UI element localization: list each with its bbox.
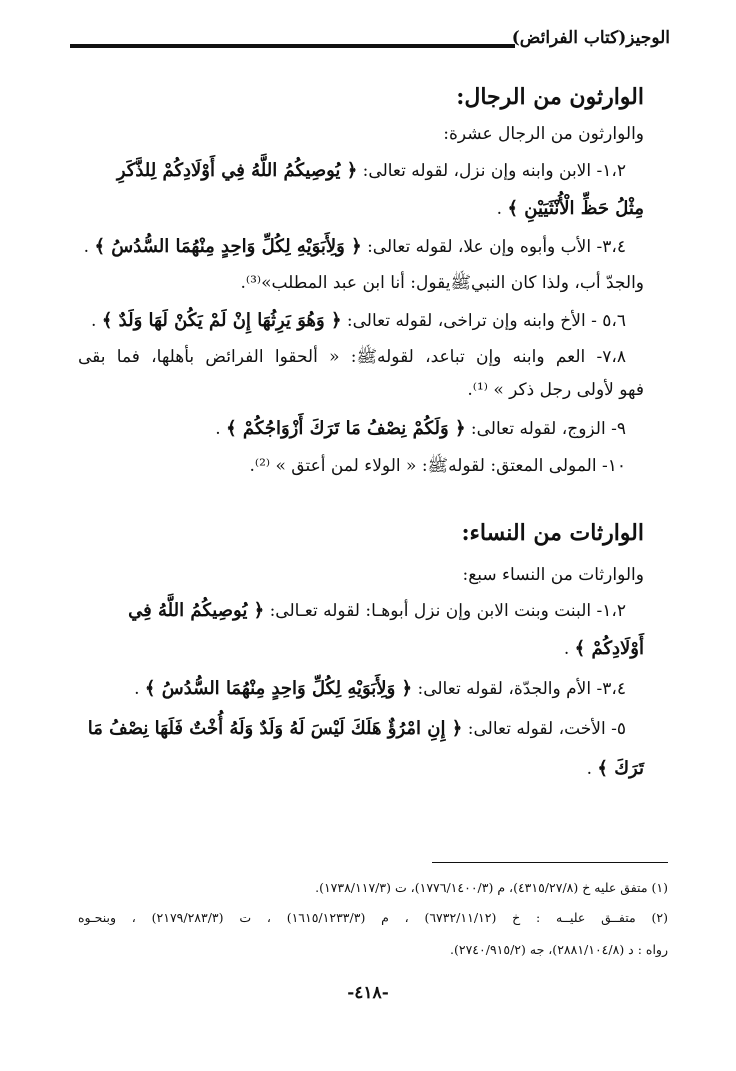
footnote-rule	[432, 862, 668, 863]
women-line-1-text: ١،٢- البنت وبنت الابن وإن نزل أبوهـا: لقوله تعـالى:	[269, 601, 626, 621]
women-line-3-tail: .	[134, 679, 140, 699]
men-line-5-tail: .	[91, 311, 97, 331]
women-line-5-tail: .	[586, 759, 592, 779]
men-line-8-text: ٩- الزوج، لقوله تعالى:	[470, 419, 626, 439]
men-line-8-tail: .	[215, 419, 221, 439]
women-line-1-quote: ﴿ يُوصِيكُمُ اللَّهُ فِي	[128, 600, 265, 621]
women-line-4-text: ٥- الأخت، لقوله تعالى:	[467, 719, 626, 739]
men-line-9: ١٠- المولى المعتق: لقولهﷺ: « الولاء لمن أعتق » ⁽²⁾.	[249, 456, 626, 476]
women-line-3	[134, 678, 626, 699]
men-line-2-quote: مِثْلُ حَظِّ الْأُنْثَيَيْنِ ﴾	[507, 198, 644, 219]
women-line-2-quote: أَوْلَادِكُمْ ﴾	[574, 638, 644, 659]
women-line-5-quote: تَرَكَ ﴾	[597, 758, 644, 779]
header-rule	[70, 44, 515, 48]
women-line-4	[88, 718, 626, 739]
men-line-1-text: ١،٢- الابن وابنه وإن نزل، لقوله تعالى:	[362, 161, 626, 181]
women-line-4-quote: ﴿ إِنِ امْرُؤٌ هَلَكَ لَيْسَ لَهُ وَلَدٌ وَلَهُ أُخْتٌ فَلَهَا نِصْفُ مَا	[87, 718, 463, 739]
men-line-3	[84, 236, 626, 257]
men-line-2	[497, 198, 644, 219]
footnote-2-continued: رواه : د (٢٨٨١/١٠٤/٨)، جه (٢٧٤٠/٩١٥/٢).	[450, 942, 668, 957]
men-line-3-quote: ﴿ وَلِأَبَوَيْهِ لِكُلِّ وَاحِدٍ مِنْهُمَا السُّدُسُ ﴾	[94, 236, 362, 257]
women-line-2-tail: .	[563, 639, 570, 659]
footnote-2: (٢) متفــق عليــه : خ (٦٧٣٢/١١/١٢) ، م (١٦١٥/١٢٣٣/٣) ، ت (٢١٧٩/٢٨٣/٣) ، وبنحـوه	[78, 910, 668, 925]
men-line-6: ٧،٨- العم وابنه وإن تباعد، لقولهﷺ: « ألحقوا الفرائض بأهلها، فما بقى	[78, 347, 626, 367]
men-line-2-tail: .	[496, 199, 503, 219]
men-line-5-quote: ﴿ وَهُوَ يَرِثُهَا إِنْ لَمْ يَكُنْ لَهَا وَلَدٌ ﴾	[101, 310, 342, 331]
men-line-1-quote: ﴿ يُوصِيكُمُ اللَّهُ فِي أَوْلَادِكُمْ لِلذَّكَرِ	[116, 160, 358, 181]
men-line-8	[215, 418, 626, 439]
page-number: -٤١٨-	[347, 983, 389, 1003]
men-line-1	[117, 160, 626, 181]
men-line-7: فهو لأولى رجل ذكر » ⁽¹⁾.	[467, 380, 644, 400]
men-line-3-text: ٣،٤- الأب وأبوه وإن علا، لقوله تعالى:	[367, 237, 626, 257]
men-line-5-text: ٥،٦ - الأخ وابنه وإن تراخى، لقوله تعالى:	[346, 311, 626, 331]
women-line-5	[587, 758, 644, 779]
section-heading-men: الوارثون من الرجال:	[456, 84, 644, 110]
footnote-1: (١) متفق عليه خ (٤٣١٥/٢٧/٨)، م (١٧٧٦/١٤٠٠/٣)، ت (١٧٣٨/١١٧/٣).	[315, 880, 668, 895]
running-header	[70, 28, 670, 58]
men-line-4: والجدّ أب، ولذا كان النبيﷺيقول: أنا ابن عبد المطلب»⁽³⁾.	[240, 273, 644, 293]
women-line-1	[128, 600, 626, 621]
women-line-2	[564, 638, 644, 659]
intro-women: والوارثات من النساء سبع:	[462, 565, 644, 585]
men-line-5	[91, 310, 626, 331]
running-title: الوجيز(كتاب الفرائض)	[511, 28, 670, 48]
section-heading-women: الوارثات من النساء:	[461, 520, 644, 546]
men-line-8-quote: ﴿ وَلَكُمْ نِصْفُ مَا تَرَكَ أَزْوَاجُكُمْ ﴾	[226, 418, 466, 439]
men-line-3-tail: .	[83, 237, 90, 257]
women-line-3-quote: ﴿ وَلِأَبَوَيْهِ لِكُلِّ وَاحِدٍ مِنْهُمَا السُّدُسُ ﴾	[144, 678, 413, 699]
intro-men: والوارثون من الرجال عشرة:	[443, 124, 644, 144]
women-line-3-text: ٣،٤- الأم والجدّة، لقوله تعالى:	[417, 679, 626, 699]
